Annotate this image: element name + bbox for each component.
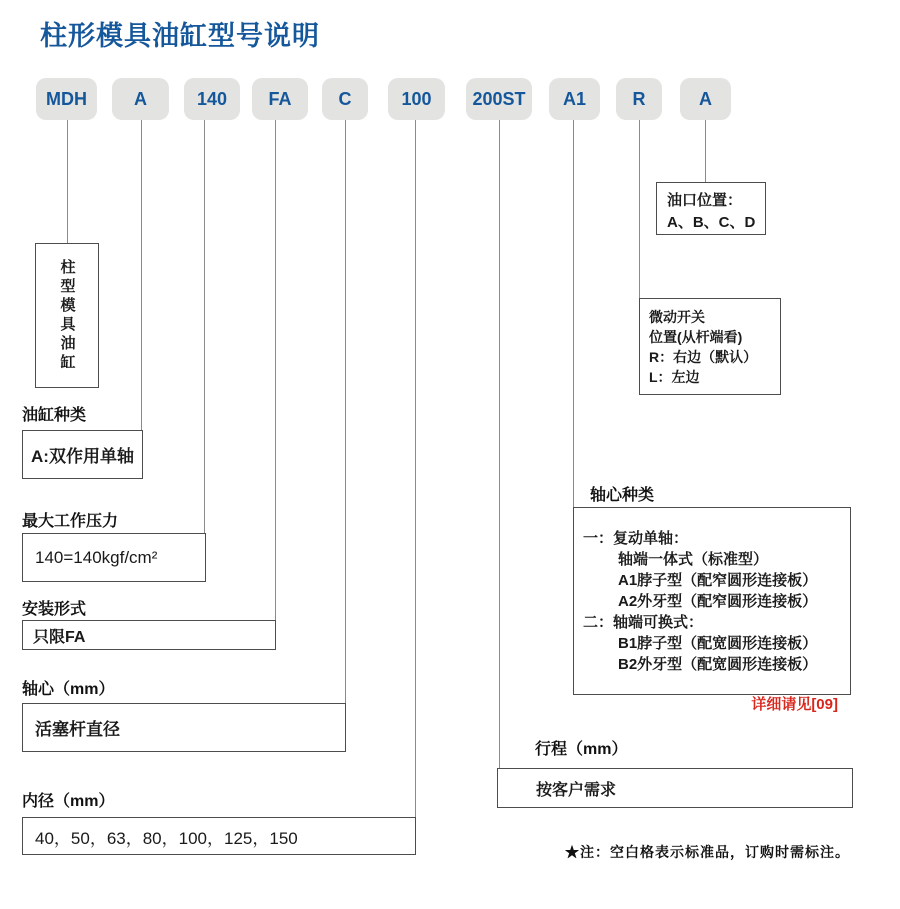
micro-switch-line-1: 微动开关 <box>649 309 705 325</box>
micro-switch-line-4: L：左边 <box>649 369 700 385</box>
max-pressure-label: 最大工作压力 <box>22 513 119 530</box>
code-segment-c: C <box>322 78 368 120</box>
cylinder-kind-box: A:双作用单轴 <box>22 430 143 479</box>
shaft-label: 轴心（mm） <box>22 681 115 698</box>
shaft-kind-line-5: 二：轴端可换式： <box>583 614 704 631</box>
page-title: 柱形模具油缸型号说明 <box>40 21 320 51</box>
shaft-kind-label: 轴心种类 <box>590 487 655 504</box>
shaft-kind-line-7: B2外牙型（配宽圆形连接板） <box>618 656 818 673</box>
connector-line-a <box>141 120 142 430</box>
code-segment-port-a: A <box>680 78 731 120</box>
detail-reference-note: 详细请见[09] <box>751 696 838 713</box>
cylinder-kind-label: 油缸种类 <box>22 407 87 424</box>
max-pressure-box: 140=140kgf/cm² <box>22 533 206 582</box>
port-position-box <box>656 182 766 235</box>
shaft-kind-line-2: 轴端一体式（标准型） <box>618 551 769 568</box>
code-segment-a: A <box>112 78 169 120</box>
micro-switch-line-3: R：右边（默认） <box>649 349 758 365</box>
mounting-label: 安装形式 <box>22 601 87 618</box>
connector-line-fa <box>275 120 276 620</box>
stroke-box: 按客户需求 <box>497 768 853 808</box>
shaft-kind-line-3: A1脖子型（配窄圆形连接板） <box>618 572 818 589</box>
connector-line-140 <box>204 120 205 533</box>
connector-line-a1 <box>573 120 574 507</box>
connector-line-r <box>639 120 640 298</box>
code-segment-mdh: MDH <box>36 78 97 120</box>
shaft-kind-line-6: B1脖子型（配宽圆形连接板） <box>618 635 818 652</box>
shaft-kind-box <box>573 507 851 713</box>
bore-label: 内径（mm） <box>22 793 115 810</box>
connector-line-mdh <box>67 120 68 243</box>
code-segment-200st: 200ST <box>466 78 532 120</box>
code-segment-140: 140 <box>184 78 240 120</box>
connector-line-port <box>705 120 706 182</box>
micro-switch-box <box>639 298 781 395</box>
cylinder-name-box: 柱型模具油缸 <box>35 243 99 388</box>
bore-box: 40，50，63，80，100，125，150 <box>22 817 416 855</box>
connector-line-c <box>345 120 346 703</box>
shaft-kind-line-1: 一：复动单轴： <box>583 530 689 547</box>
port-position-title: 油口位置： <box>667 192 743 209</box>
code-segment-r: R <box>616 78 662 120</box>
code-segment-a1: A1 <box>549 78 600 120</box>
shaft-kind-line-4: A2外牙型（配窄圆形连接板） <box>618 593 818 610</box>
port-position-options: A、B、C、D <box>667 214 756 231</box>
connector-line-100 <box>415 120 416 817</box>
shaft-box: 活塞杆直径 <box>22 703 346 752</box>
footnote: ★注：空白格表示标准品，订购时需标注。 <box>565 844 850 860</box>
code-segment-fa: FA <box>252 78 308 120</box>
code-segment-100: 100 <box>388 78 445 120</box>
mounting-box: 只限FA <box>22 620 276 650</box>
stroke-label: 行程（mm） <box>535 741 628 758</box>
micro-switch-line-2: 位置(从杆端看) <box>649 329 743 345</box>
connector-line-200st <box>499 120 500 768</box>
